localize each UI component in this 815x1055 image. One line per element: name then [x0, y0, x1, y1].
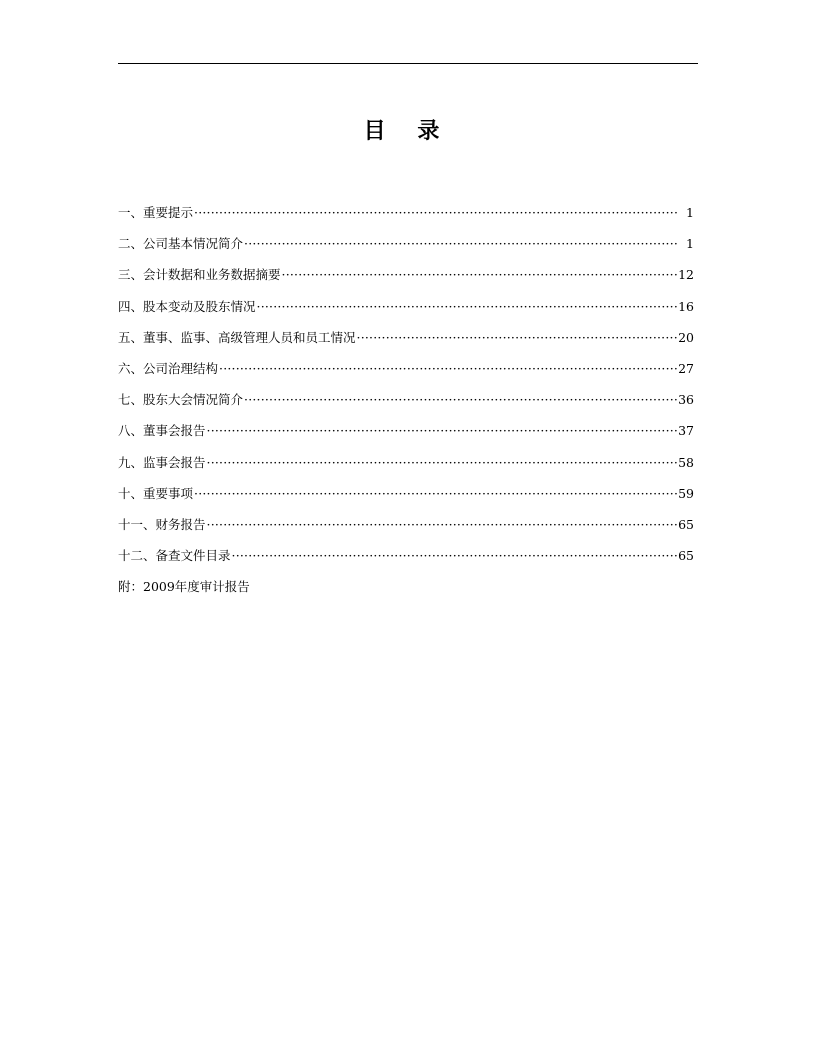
toc-entry-page: 65: [678, 516, 694, 532]
toc-leader-dots: [257, 296, 677, 318]
toc-leader-dots: [207, 452, 677, 474]
toc-leader-dots: [244, 389, 677, 411]
toc-entry-label: 十、重要事项: [118, 485, 194, 501]
toc-entry-6[interactable]: [118, 358, 694, 389]
toc-entry-3[interactable]: [118, 264, 694, 295]
toc-entry-label: 二、公司基本情况简介: [118, 236, 244, 252]
toc-entry-label: 九、监事会报告: [118, 454, 206, 470]
appendix-note: 附：2009年度审计报告: [118, 579, 250, 594]
toc-entry-page: 12: [678, 267, 694, 283]
toc-entry-label: 十一、财务报告: [118, 516, 206, 532]
toc-leader-dots: [244, 233, 677, 255]
toc-entry-label: 七、股东大会情况简介: [118, 392, 244, 408]
toc-entry-page: 27: [678, 360, 694, 376]
toc-entry-label: 六、公司治理结构: [118, 360, 219, 376]
toc-leader-dots: [194, 202, 677, 224]
toc-leader-dots: [194, 483, 677, 505]
toc-entry-2[interactable]: [118, 233, 694, 264]
toc-leader-dots: [207, 514, 677, 536]
page-title: 目 录: [363, 119, 452, 144]
toc-entry-12[interactable]: [118, 545, 694, 576]
toc-entry-9[interactable]: [118, 452, 694, 483]
toc-entry-label: 十二、备查文件目录: [118, 548, 231, 564]
toc-entry-5[interactable]: [118, 327, 694, 358]
toc-entry-page: 65: [678, 548, 694, 564]
toc-entry-10[interactable]: [118, 483, 694, 514]
toc-entry-page: 36: [678, 392, 694, 408]
toc-entry-page: 1: [686, 236, 694, 252]
toc-entry-4[interactable]: [118, 296, 694, 327]
toc-entry-page: 20: [678, 329, 694, 345]
toc-entry-page: 58: [678, 454, 694, 470]
toc-leader-dots: [357, 327, 677, 349]
toc-leader-dots: [207, 420, 677, 442]
toc-entry-page: 59: [678, 485, 694, 501]
toc-entry-8[interactable]: [118, 420, 694, 451]
toc-entry-7[interactable]: [118, 389, 694, 420]
toc-entry-11[interactable]: [118, 514, 694, 545]
toc-entry-label: 五、董事、监事、高级管理人员和员工情况: [118, 329, 356, 345]
toc-leader-dots: [282, 264, 677, 286]
header-rule: [118, 63, 698, 64]
toc-entry-page: 1: [686, 205, 694, 220]
table-of-contents: [118, 202, 694, 576]
toc-entry-page: 37: [678, 423, 694, 439]
toc-entry-label: 四、股本变动及股东情况: [118, 298, 256, 314]
toc-leader-dots: [219, 358, 677, 380]
toc-entry-1[interactable]: [118, 202, 694, 233]
toc-entry-label: 一、重要提示: [118, 205, 194, 220]
toc-entry-label: 八、董事会报告: [118, 423, 206, 439]
toc-entry-label: 三、会计数据和业务数据摘要: [118, 267, 281, 283]
toc-entry-page: 16: [678, 298, 694, 314]
toc-leader-dots: [232, 545, 677, 567]
